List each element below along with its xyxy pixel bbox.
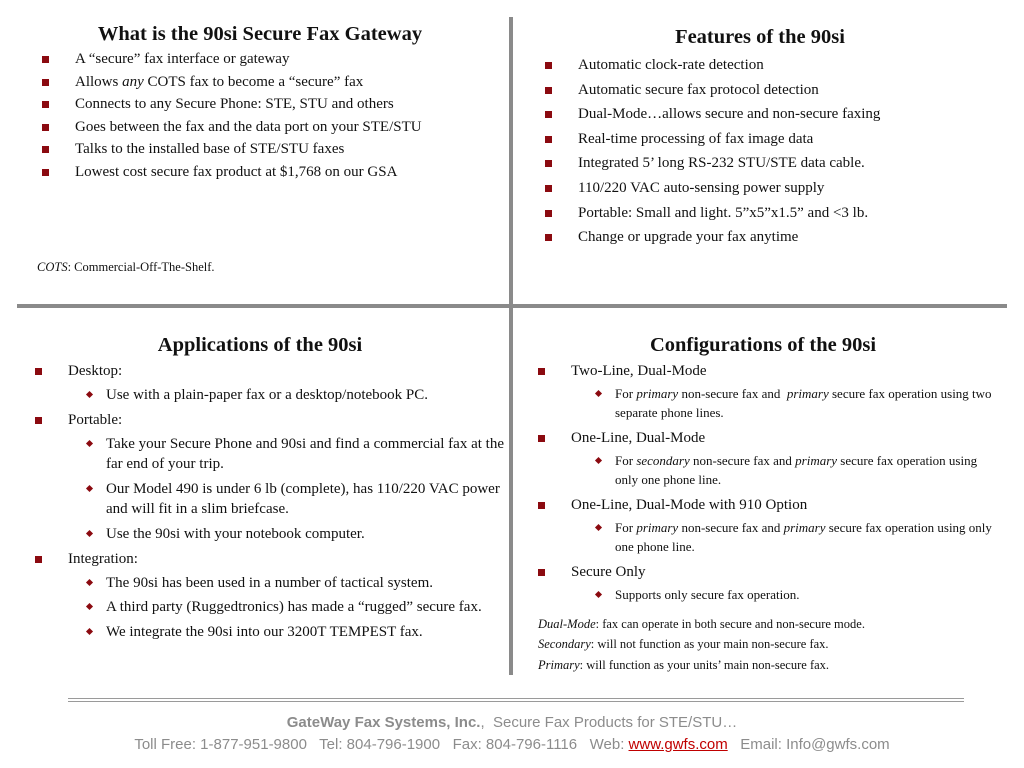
sub-bullet-item: Supports only secure fax operation.: [615, 586, 998, 605]
sub-list: [106, 573, 505, 643]
bullet-item: Secure Only Supports only secure fax operation.: [571, 561, 998, 605]
sub-list: [615, 452, 998, 489]
bullet-item: Desktop: Use with a plain-paper fax or a desktop/notebook PC.: [68, 360, 505, 405]
bullet-list: [75, 48, 500, 184]
company-name: GateWay Fax Systems, Inc.: [286, 714, 481, 731]
section-applications: [35, 333, 505, 646]
bullet-item: A “secure” fax interface or gateway: [75, 48, 500, 71]
sub-bullet-item: For primary non-secure fax and primary secure fax operation using only one phone line.: [615, 519, 998, 556]
bullet-item: Two-Line, Dual-Mode For primary non-secure fax and primary secure fax operation using two separate phone lines.: [571, 360, 998, 422]
website-link[interactable]: www.gwfs.com: [628, 736, 728, 753]
bullet-item: Allows any COTS fax to become a “secure” fax: [75, 71, 500, 94]
cots-footnote: COTS: Commercial-Off-The-Shelf.: [37, 260, 215, 274]
bullet-item: Portable: Take your Secure Phone and 90si and find a commercial fax at the far end of your trip. Our Model 490 is under 6 lb (complete), has 110/220 VAC power and will fit in a slim briefcase. Use the 90si with your notebook computer.: [68, 409, 505, 544]
definition-item: Secondary: will not function as your main non-secure fax.: [538, 637, 829, 651]
bullet-list: [571, 360, 998, 605]
definitions: [538, 614, 998, 676]
bullet-item: 110/220 VAC auto-sensing power supply: [578, 176, 985, 201]
sub-list: [106, 434, 505, 545]
bullet-list: [68, 360, 505, 642]
definition-item: Dual-Mode: fax can operate in both secure and non-secure mode.: [538, 616, 865, 631]
bullet-item: Talks to the installed base of STE/STU faxes: [75, 138, 500, 161]
footer-rule-top: [68, 698, 964, 699]
bullet-item: One-Line, Dual-Mode For secondary non-secure fax and primary secure fax operation using only one phone line.: [571, 427, 998, 489]
bullet-item: Lowest cost secure fax product at $1,768 on our GSA: [75, 161, 500, 184]
bullet-item: Integration: The 90si has been used in a number of tactical system. A third party (Ruggedtronics) has made a “rugged” secure fax. We integrate the 90si into our 3200T TEMPEST fax.: [68, 548, 505, 642]
bullet-item: Goes between the fax and the data port on your STE/STU: [75, 116, 500, 139]
section-what-is: [40, 22, 500, 184]
bullet-item: Integrated 5’ long RS-232 STU/STE data cable.: [578, 151, 985, 176]
sub-bullet-item: A third party (Ruggedtronics) has made a “rugged” secure fax.: [106, 597, 505, 618]
sub-list: [615, 385, 998, 422]
sub-bullet-item: We integrate the 90si into our 3200T TEMPEST fax.: [106, 622, 505, 643]
bullet-item: Automatic secure fax protocol detection: [578, 78, 985, 103]
sub-bullet-item: For primary non-secure fax and primary secure fax operation using two separate phone lines.: [615, 385, 998, 422]
footer-rule-bottom: [68, 701, 964, 702]
bullet-item: Real-time processing of fax image data: [578, 127, 985, 152]
sub-list: [615, 586, 998, 605]
bullet-list: [578, 53, 985, 250]
section-title: What is the 90si Secure Fax Gateway: [97, 23, 423, 45]
bullet-item: Change or upgrade your fax anytime: [578, 225, 985, 250]
section-title: Applications of the 90si: [157, 334, 363, 356]
sub-bullet-item: For secondary non-secure fax and primary secure fax operation using only one phone line.: [615, 452, 998, 489]
bullet-item: Dual-Mode…allows secure and non-secure faxing: [578, 102, 985, 127]
bullet-item: One-Line, Dual-Mode with 910 Option For primary non-secure fax and primary secure fax operation using only one phone line.: [571, 494, 998, 556]
definition-item: Primary: will function as your units’ main non-secure fax.: [538, 657, 830, 672]
section-title: Features of the 90si: [675, 26, 845, 48]
footer-contact-line: Toll Free: 1-877-951-9800 Tel: 804-796-1900 Fax: 804-796-1116 Web: www.gwfs.com Email: Info@gwfs.com: [134, 736, 890, 753]
sub-bullet-item: Take your Secure Phone and 90si and find a commercial fax at the far end of your trip.: [106, 434, 505, 475]
sub-bullet-item: Use the 90si with your notebook computer.: [106, 524, 505, 545]
bullet-item: Connects to any Secure Phone: STE, STU and others: [75, 93, 500, 116]
section-configurations: [538, 333, 998, 675]
section-title: Configurations of the 90si: [649, 334, 877, 356]
horizontal-divider: [17, 304, 1007, 308]
footer-company-line: GateWay Fax Systems, Inc., Secure Fax Products for STE/STU…: [286, 714, 738, 731]
section-features: [545, 25, 985, 250]
sub-bullet-item: Our Model 490 is under 6 lb (complete), has 110/220 VAC power and will fit in a slim briefcase.: [106, 479, 505, 520]
sub-list: [106, 385, 505, 406]
sub-bullet-item: The 90si has been used in a number of tactical system.: [106, 573, 505, 594]
sub-bullet-item: Use with a plain-paper fax or a desktop/notebook PC.: [106, 385, 505, 406]
vertical-divider: [509, 17, 513, 675]
bullet-item: Automatic clock-rate detection: [578, 53, 985, 78]
bullet-item: Portable: Small and light. 5”x5”x1.5” and <3 lb.: [578, 201, 985, 226]
sub-list: [615, 519, 998, 556]
